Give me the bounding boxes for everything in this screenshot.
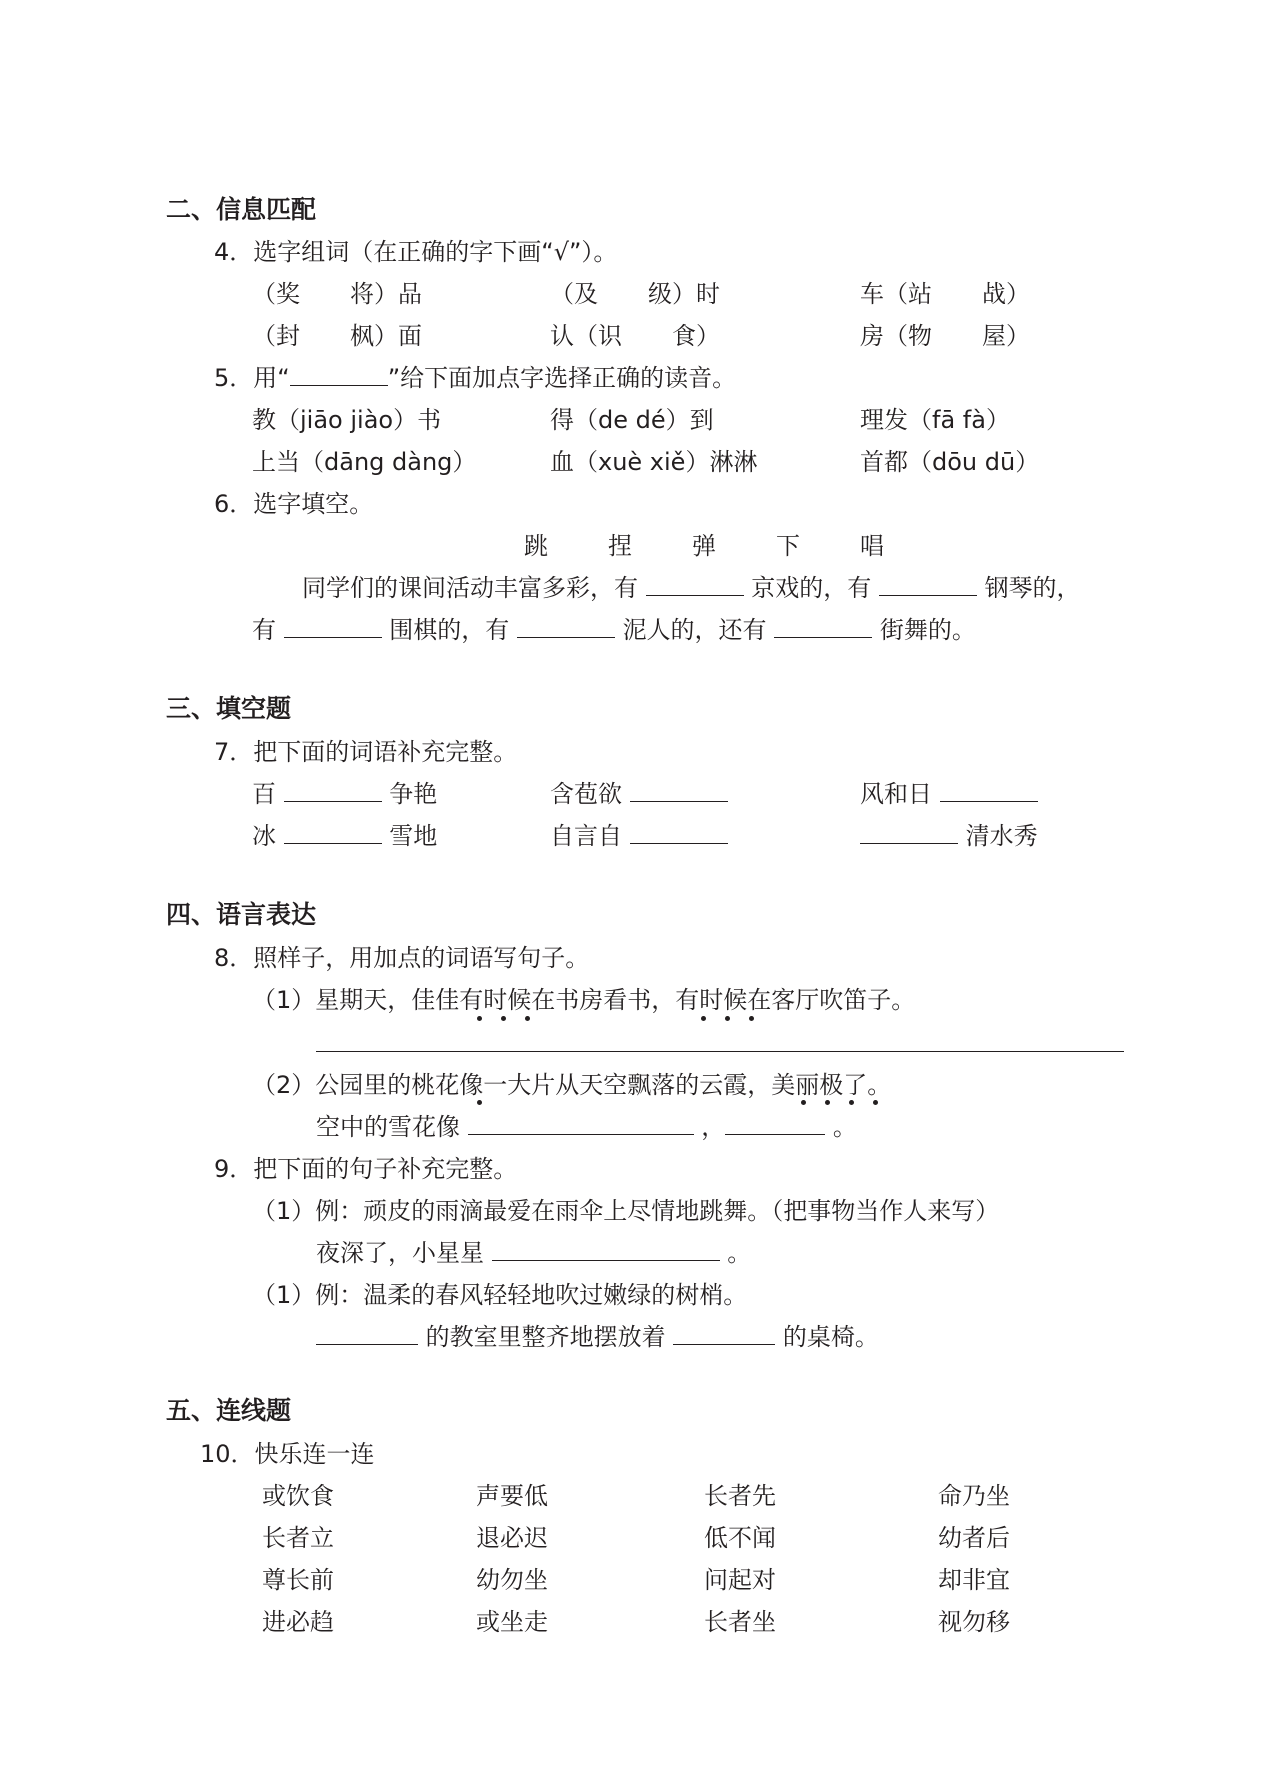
emphasis-dot	[725, 1016, 730, 1021]
match-item[interactable]: 进必趋	[262, 1608, 334, 1636]
q9-fill-2: 的教室里整齐地摆放着 的桌椅。	[316, 1322, 879, 1352]
q4-item-3: 车（站 战）	[860, 280, 1030, 308]
match-item[interactable]: 尊长前	[262, 1566, 334, 1594]
answer-line[interactable]	[316, 1051, 1124, 1052]
match-item[interactable]: 问起对	[704, 1566, 776, 1594]
q5-item-6[interactable]: 首都（dōu dū）	[860, 448, 1040, 476]
q9-example-2: （1）例：温柔的春风轻轻地吹过嫩绿的树梢。	[252, 1281, 748, 1309]
emphasis-dot	[525, 1016, 530, 1021]
q4-item-6: 房（物 屋）	[860, 322, 1030, 350]
emphasis-dot	[825, 1100, 830, 1105]
q4-choice[interactable]: 战	[982, 280, 1006, 308]
q7-title: 7．把下面的词语补充完整。	[214, 738, 518, 766]
fill-blank[interactable]	[725, 1112, 825, 1135]
match-item[interactable]: 长者坐	[704, 1608, 776, 1636]
q4-choice[interactable]: 枫	[350, 322, 374, 350]
dotted-word: 美丽极了	[771, 1071, 868, 1099]
q7-word-3: 风和日	[860, 779, 1038, 809]
underline-sample	[290, 363, 388, 386]
section-heading-5: 五、连线题	[166, 1396, 292, 1425]
q6-choice-bank: 跳 捏 弹 下 唱	[524, 532, 884, 560]
match-item[interactable]: 视勿移	[938, 1608, 1010, 1636]
q4-choice[interactable]: 奖	[276, 280, 300, 308]
q4-item-2: （及 级）时	[550, 280, 720, 308]
q6-passage-line-1: 同学们的课间活动丰富多彩，有 京戏的，有 钢琴的，	[302, 574, 1081, 602]
emphasis-dot	[873, 1100, 878, 1105]
match-item[interactable]: 或饮食	[262, 1482, 334, 1510]
q9-fill-1: 夜深了，小星星 。	[316, 1239, 752, 1267]
q4-choice[interactable]: 将	[350, 280, 374, 308]
q4-choice[interactable]: 屋	[982, 322, 1006, 350]
match-item[interactable]: 低不闻	[704, 1524, 776, 1552]
q6-title: 6．选字填空。	[214, 490, 374, 518]
fill-blank[interactable]	[630, 821, 728, 844]
match-item[interactable]: 幼者后	[938, 1524, 1010, 1552]
q9-example-1: （1）例：顽皮的雨滴最爱在雨伞上尽情地跳舞。（把事物当作人来写）	[252, 1197, 1000, 1225]
q10-title: 10．快乐连一连	[200, 1440, 375, 1468]
fill-blank[interactable]	[517, 615, 615, 638]
q5-title: 5．用“ ”给下面加点字选择正确的读音。	[214, 364, 737, 392]
q5-item-5[interactable]: 血（xuè xiě）淋淋	[550, 448, 758, 476]
q4-choice[interactable]: 站	[908, 280, 932, 308]
match-item[interactable]: 退必迟	[476, 1524, 548, 1552]
emphasis-dot	[501, 1016, 506, 1021]
dotted-word: 有时候	[675, 986, 748, 1014]
fill-blank[interactable]	[630, 779, 728, 802]
fill-blank[interactable]	[673, 1322, 775, 1345]
fill-blank[interactable]	[284, 615, 382, 638]
q7-word-1: 百 争艳	[252, 780, 438, 808]
fill-blank[interactable]	[646, 573, 744, 596]
q4-choice[interactable]: 识	[598, 322, 622, 350]
q5-item-2[interactable]: 得（de dé）到	[550, 406, 714, 434]
match-item[interactable]: 命乃坐	[938, 1482, 1010, 1510]
q7-word-4: 冰 雪地	[252, 822, 438, 850]
match-item[interactable]: 声要低	[476, 1482, 548, 1510]
fill-blank[interactable]	[468, 1112, 694, 1135]
dotted-word: 有时候	[459, 986, 532, 1014]
q5-item-1[interactable]: 教（jiāo jiào）书	[252, 406, 442, 434]
section-heading-3: 三、填空题	[166, 694, 292, 723]
fill-blank[interactable]	[316, 1322, 418, 1345]
q4-choice[interactable]: 封	[276, 322, 300, 350]
q4-item-5: 认（识 食）	[550, 322, 720, 350]
q8-fill-line: 空中的雪花像 ， 。	[316, 1113, 857, 1141]
dotted-word: 像	[459, 1071, 484, 1099]
q8-title: 8．照样子，用加点的词语写句子。	[214, 944, 590, 972]
q4-choice[interactable]: 及	[574, 280, 598, 308]
q4-choice[interactable]: 食	[672, 322, 696, 350]
q8-sentence-2: （2）公园里的桃花像一大片从天空飘落的云霞，美丽极了。	[252, 1071, 892, 1099]
emphasis-dot	[701, 1016, 706, 1021]
q8-sentence-1: （1）星期天，佳佳有时候在书房看书，有时候在客厅吹笛子。	[252, 986, 916, 1014]
q5-item-3[interactable]: 理发（fā fà）	[860, 406, 1010, 434]
match-item[interactable]: 或坐走	[476, 1608, 548, 1636]
match-item[interactable]: 长者先	[704, 1482, 776, 1510]
fill-blank[interactable]	[774, 615, 872, 638]
emphasis-dot	[801, 1100, 806, 1105]
fill-blank[interactable]	[284, 779, 382, 802]
section-heading-4: 四、语言表达	[166, 900, 317, 929]
q4-choice[interactable]: 物	[908, 322, 932, 350]
match-item[interactable]: 却非宜	[938, 1566, 1010, 1594]
emphasis-dot	[749, 1016, 754, 1021]
q4-item-4: （封 枫）面	[252, 322, 422, 350]
q9-title: 9．把下面的句子补充完整。	[214, 1155, 518, 1183]
match-item[interactable]: 幼勿坐	[476, 1566, 548, 1594]
emphasis-dot	[849, 1100, 854, 1105]
fill-blank[interactable]	[940, 779, 1038, 802]
q4-item-1: （奖 将）品	[252, 280, 422, 308]
emphasis-dot	[477, 1100, 482, 1105]
fill-blank[interactable]	[879, 573, 977, 596]
q4-title: 4．选字组词（在正确的字下画“√”）。	[214, 238, 618, 266]
q7-word-5: 自言自	[550, 821, 728, 851]
q6-passage-line-2: 有 围棋的，有 泥人的，还有 街舞的。	[252, 616, 976, 644]
section-heading-2: 二、信息匹配	[166, 195, 317, 224]
q7-word-6: 清水秀	[860, 821, 1038, 851]
fill-blank[interactable]	[492, 1238, 720, 1261]
fill-blank[interactable]	[860, 821, 958, 844]
emphasis-dot	[477, 1016, 482, 1021]
q7-word-2: 含苞欲	[550, 779, 728, 809]
q5-item-4[interactable]: 上当（dāng dàng）	[252, 448, 477, 476]
q4-choice[interactable]: 级	[648, 280, 672, 308]
fill-blank[interactable]	[284, 821, 382, 844]
match-item[interactable]: 长者立	[262, 1524, 334, 1552]
